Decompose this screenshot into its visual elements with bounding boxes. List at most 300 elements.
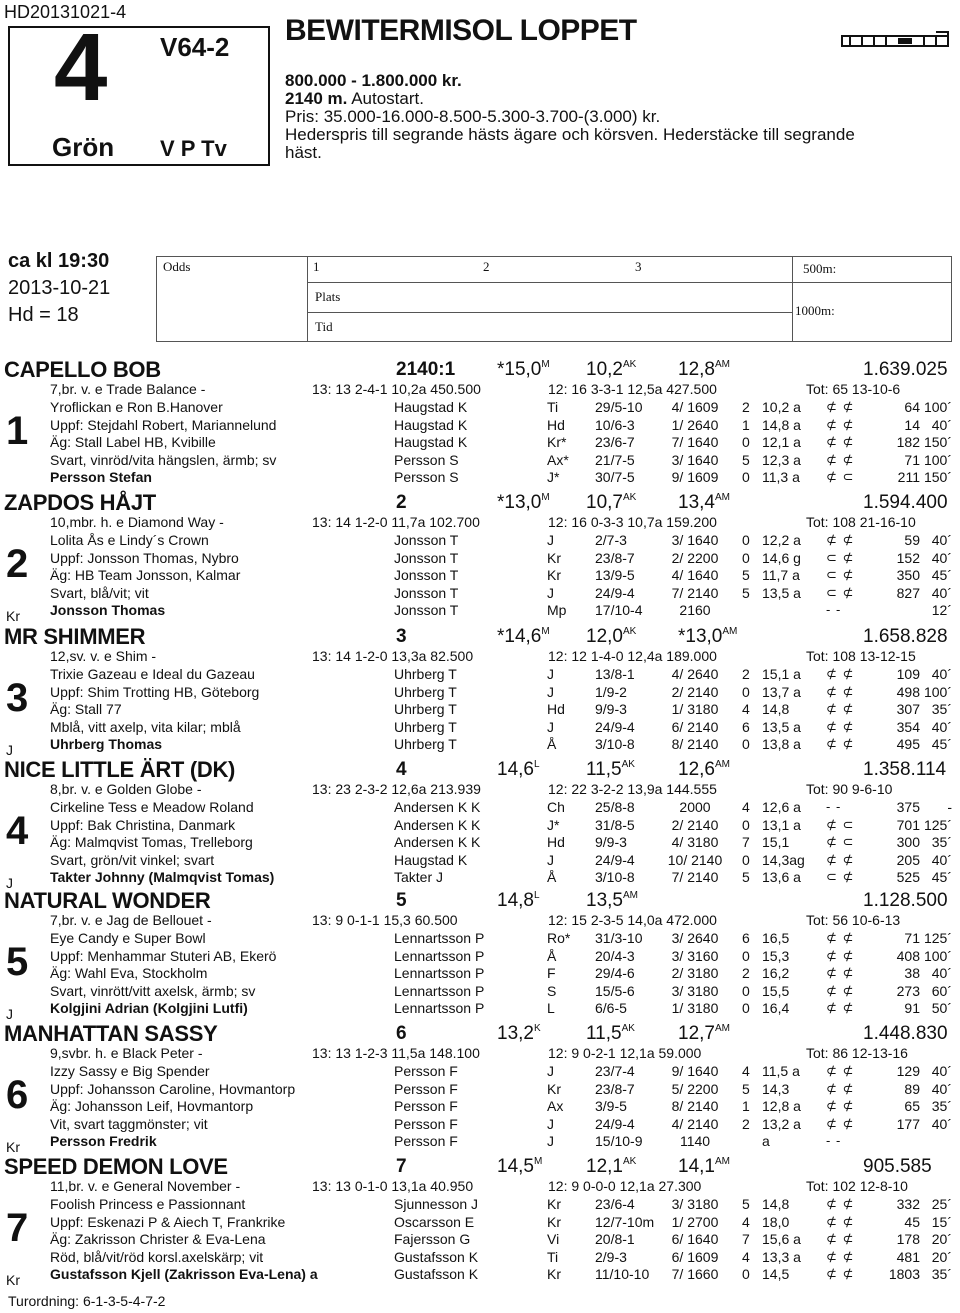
race-line-cell: Uppf: Menhammar Stuteri AB, Ekerö [50,947,277,964]
race-line-cell: 14,8 a [762,416,801,433]
race-line-cell: 40´ [931,549,952,566]
race-line-cell: 13,1 a [762,816,801,833]
race-line-cell: a [762,1133,770,1150]
race-line-cell: Persson F [394,1098,458,1115]
race-line-cell: 5 [742,584,750,601]
race-line-cell: 0 [742,1000,750,1017]
race-line-cell: J [547,718,554,735]
race-line-cell: 40´ [931,1063,952,1079]
race-line-cell: 6/ 2140 [671,718,719,735]
race-line-cell: 129 [896,1063,920,1079]
race-line-cell: ⊄ ⊄ [826,683,855,699]
earnings: 1.358.114 [863,759,947,780]
race-line-cell: Äg: Zakrisson Christer & Eva-Lena [50,1231,266,1248]
record-value: 14,6 [497,759,534,780]
race-line-cell: 3/ 3180 [671,1196,719,1212]
record-value: 14,5 [497,1156,534,1177]
race-line-cell: 1 [742,1098,750,1115]
race-line-cell: 9/ 1640 [671,1063,719,1079]
stats-2012: 12: 9 0-2-1 12,1a 59.000 [548,1045,702,1061]
start-time: ca kl 19:30 [8,250,110,272]
record-3 [678,759,730,781]
race-line-cell: Ro* [547,930,571,946]
race-line-cell: 14,3ag [762,851,805,868]
earnings: 1.658.828 [863,626,948,647]
race-line-cell: Jonsson T [394,549,459,566]
race-line-cell: 6/ 1640 [671,1231,719,1248]
race-line-cell: Foolish Princess e Passionnant [50,1196,246,1212]
race-line-cell: J [547,584,554,601]
record-suffix: M [533,1156,543,1167]
race-line-cell: J [547,1133,554,1150]
record-value: 11,5 [586,759,622,780]
prize-list: Pris: 35.000-16.000-8.500-5.300-3.700-(3.000) kr. [285,107,661,126]
race-line-cell: ⊄ ⊄ [826,399,855,414]
stats-2012: 12: 16 3-3-1 12,5a 427.500 [548,381,717,397]
race-line-cell: ⊄ ⊄ [826,736,855,752]
driver-prefix: J [6,742,13,758]
race-line-cell: ⊄ ⊄ [826,701,855,717]
horse-name: SPEED DEMON LOVE [4,1154,228,1179]
race-line-cell: 40´ [931,584,952,601]
earnings: 1.594.400 [863,492,948,513]
race-line-cell: Svart, vinrött/vitt axelsk, ärmb; sv [50,982,256,999]
race-line-cell: 3/ 3160 [671,947,719,964]
race-line-cell: Kolgjini Adrian (Kolgjini Lutfi) [50,1000,248,1017]
race-line-cell: ⊄ ⊄ [826,965,855,981]
race-line-cell: J [547,1115,554,1132]
grid-divider [307,257,308,341]
record-suffix: L [533,759,540,770]
race-line-cell: ⊄ ⊄ [826,1196,855,1211]
race-line-cell: ⊄ ⊄ [826,1063,855,1078]
race-line-cell: 2/7-3 [595,532,627,548]
record-1 [497,492,550,514]
race-line-cell: 23/7-4 [595,1063,635,1079]
race-line-cell: 13/8-1 [595,666,635,682]
race-line-cell: 2/ 2140 [671,683,719,700]
stats-2012: 12: 12 1-4-0 12,4a 189.000 [548,648,717,664]
race-line-cell: 4 [742,1213,750,1230]
stats-2012: 12: 9 0-0-0 12,1a 27.300 [548,1178,702,1194]
race-line-cell: Ti [547,399,559,415]
grid-odds-label: Odds [163,259,191,274]
race-line-cell: 12,6 a [762,799,801,815]
race-line-cell: Å [547,736,557,753]
race-line-cell: Uppf: Shim Trotting HB, Göteborg [50,683,260,700]
record-suffix: M [541,359,550,370]
race-line-cell: 273 [896,982,920,999]
race-line-cell: 9/9-3 [595,701,627,718]
race-line-cell: 38 [904,965,920,982]
race-line-cell: Svart, vinröd/vita hängslen, ärmb; sv [50,451,277,468]
grid-1000m-label: 1000m: [795,303,835,318]
race-line-cell: 14,3 [762,1080,790,1097]
race-line-cell: 91 [904,1000,920,1017]
driver-prefix: J [6,1006,13,1022]
race-line-cell: 20/8-1 [595,1231,635,1248]
grid-col-1: 1 [313,259,320,274]
race-line-cell: 11,5 a [762,1063,800,1079]
race-line-cell: 100´ [923,947,952,964]
race-line-cell: Fajersson G [394,1231,471,1248]
race-line-cell: Andersen K K [394,834,481,851]
race-line-cell: 4/ 2140 [671,1115,719,1132]
race-line-cell: 0 [742,469,750,486]
hd-value: Hd = 18 [8,304,79,326]
race-line-cell: 23/8-7 [595,1080,635,1097]
race-line-cell: 71 [904,930,920,946]
honor-text-2: häst. [285,143,322,162]
race-line-cell: 29/5-10 [595,399,643,415]
race-line-cell: 9/9-3 [595,834,627,851]
race-line-cell: Hd [547,834,565,851]
race-line-cell: ⊄ ⊄ [826,532,855,547]
horse-number: 4 [6,809,29,853]
race-line-cell: 59 [904,532,920,548]
record-value: 13,4 [678,492,715,513]
race-line-cell: 4 [742,701,750,718]
race-line-cell: 40´ [931,1080,952,1097]
race-line-cell: ⊄ ⊂ [826,469,855,485]
race-line-cell: 18,0 [762,1213,790,1230]
record-value: 14,1 [678,1156,715,1177]
race-line-cell: 15,5 [762,982,790,999]
race-line-cell: 211 [897,469,920,486]
race-line-cell: 7 [742,1231,750,1248]
race-line-cell: 40´ [931,666,952,682]
race-line-cell: 0 [742,851,750,868]
race-line-cell: Lennartsson P [394,982,485,999]
race-line-cell: ⊄ ⊄ [826,947,855,963]
race-line-cell: ⊄ ⊄ [826,416,855,432]
race-line-cell: ⊄ ⊂ [826,834,855,850]
race-line-cell: 150´ [923,434,952,451]
race-line-cell: 23/6-7 [595,434,635,451]
post-position: 2 [396,492,407,513]
race-line-cell: 0 [742,1266,750,1283]
horse-number: 7 [6,1206,29,1250]
grid-col-2: 2 [483,259,490,274]
record-value: 10,7 [586,492,623,513]
start-date: 2013-10-21 [8,277,111,299]
horse-number: 3 [6,676,29,720]
record-2 [586,492,636,514]
race-line-cell: 182 [896,434,920,451]
race-line-cell: 7 [742,834,750,851]
record-1 [497,359,550,381]
horse-pedigree: 7,br. v. e Jag de Bellouet - [50,912,212,928]
race-line-cell: 0 [742,434,750,451]
record-3 [678,626,737,648]
race-line-cell: 14,8 [762,1196,790,1212]
race-line-cell: 300 [896,834,920,851]
race-line-cell: 30/7-5 [595,469,635,486]
stats-total: Tot: 108 13-12-15 [806,648,916,664]
race-line-cell: 2/ 3180 [671,965,719,982]
record-suffix: AK [621,1023,635,1034]
race-line-cell: 3/ 2640 [671,930,719,946]
race-line-cell: Kr* [547,434,567,451]
race-line-cell: Takter J [394,869,444,886]
race-line-cell: 40´ [931,718,952,735]
race-line-cell: Jonsson T [394,584,459,601]
race-line-cell: 5 [742,567,750,584]
stats-2013: 13: 13 2-4-1 10,2a 450.500 [312,381,481,397]
race-line-cell: Persson Fredrik [50,1133,157,1150]
race-line-cell: - - [826,602,842,618]
race-info [285,72,855,162]
record-suffix: AK [622,359,637,370]
race-line-cell: L [547,1000,555,1017]
race-line-cell: 178 [896,1231,920,1248]
race-line-cell: ⊄ ⊄ [826,1000,855,1016]
race-line-cell: 4 [742,799,750,815]
race-line-cell: 15,6 a [762,1231,801,1248]
race-line-cell: Ti [547,1248,559,1265]
race-line-cell: 5/ 2200 [671,1080,719,1097]
record-value: 13,2 [497,1023,534,1044]
race-line-cell: 45´ [931,869,952,886]
race-line-cell: 177 [896,1115,920,1132]
grid-tid-label: Tid [315,319,333,334]
record-suffix: AM [714,1156,730,1167]
race-line-cell: 14,8 [762,701,790,718]
race-line-cell: 4 [742,1248,750,1265]
race-line-cell: 7/ 1640 [671,434,719,451]
race-line-cell: 13,6 a [762,869,801,886]
race-line-cell: 60´ [931,982,952,999]
race-line-cell: 17/10-4 [595,602,643,619]
race-line-cell: Izzy Sassy e Big Spender [50,1063,210,1079]
horse-number: 5 [6,940,29,984]
record-3 [678,1156,730,1178]
record-1 [497,626,550,648]
race-line-cell: 15,1 [762,834,790,851]
post-position: 3 [396,626,407,647]
race-line-cell: 24/9-4 [595,584,635,601]
race-line-cell: 4/ 2640 [671,666,719,682]
race-line-cell: 525 [896,869,920,886]
race-line-cell: 375 [896,799,920,815]
earnings: 905.585 [863,1156,932,1177]
race-line-cell: 15,1 a [762,666,801,682]
race-line-cell: 65 [904,1098,920,1115]
race-line-cell: 1/ 3180 [671,701,719,718]
distance: 2140 m. [285,89,348,108]
race-line-cell: 5 [742,451,750,468]
race-line-cell: 40´ [931,416,952,433]
race-line-cell: Jonsson T [394,532,459,548]
race-line-cell: Äg: Stall 77 [50,701,122,718]
race-line-cell: Trixie Gazeau e Ideal du Gazeau [50,666,255,682]
stats-2013: 13: 14 1-2-0 13,3a 82.500 [312,648,474,664]
race-line-cell: 307 [896,701,920,718]
race-line-cell: 21/7-5 [595,451,635,468]
record-2 [586,359,636,381]
color-label: Grön [52,132,115,162]
race-line-cell: Mblå, vitt axelp, vita kilar; mblå [50,718,241,735]
race-line-cell: ⊄ ⊄ [826,1115,855,1131]
race-line-cell: Jonsson Thomas [50,602,166,619]
race-line-cell: Uhrberg T [394,718,457,735]
race-line-cell: 35´ [931,1098,952,1115]
race-line-cell: Gustafsson K [394,1248,479,1265]
race-line-cell: 2/ 2140 [671,816,719,833]
race-line-cell: 100´ [923,399,952,415]
race-line-cell: ⊄ ⊄ [826,1098,855,1114]
race-line-cell: ⊄ ⊄ [826,666,855,681]
race-line-cell: 10,2 a [762,399,801,415]
race-line-cell: 109 [896,666,920,682]
race-line-cell: Haugstad K [394,399,468,415]
race-line-cell: Andersen K K [394,799,481,815]
race-line-cell: ⊄ ⊄ [826,1231,855,1247]
race-line-cell: 205 [896,851,920,868]
record-suffix: AK [622,492,637,503]
race-line-cell: 5 [742,869,750,886]
record-suffix: AM [714,759,730,770]
horse-name: NICE LITTLE ÄRT (DK) [4,757,236,782]
horse-number: 6 [6,1073,29,1117]
race-line-cell: 31/3-10 [595,930,643,946]
race-line-cell: 4 [742,1063,750,1079]
race-line-cell: ⊄ ⊄ [826,1248,855,1264]
race-line-cell: Kr [547,1080,561,1097]
race-line-cell: ⊄ ⊂ [826,816,855,832]
race-line-cell: 20´ [931,1231,952,1248]
race-line-cell: Jonsson T [394,567,459,584]
race-line-cell: 20/4-3 [595,947,635,964]
stats-total: Tot: 108 21-16-10 [806,514,916,530]
race-line-cell: Gustafsson Kjell (Zakrisson Eva-Lena) a [50,1266,318,1283]
race-line-cell: 13,5 a [762,584,801,601]
race-line-cell: 14 [904,416,920,433]
grid-col-3: 3 [635,259,642,274]
race-line-cell: Mp [547,602,567,619]
record-value: 12,1 [586,1156,623,1177]
race-line-cell: Haugstad K [394,416,468,433]
record-suffix: M [541,626,550,637]
stats-total: Tot: 86 12-13-16 [806,1045,908,1061]
race-line-cell: Hd [547,701,565,718]
stats-total: Tot: 90 9-6-10 [806,781,893,797]
record-value: 11,5 [586,1023,622,1044]
race-line-cell: Ax [547,1098,564,1115]
race-line-cell: 408 [896,947,920,964]
race-line-cell: 40´ [931,965,952,982]
race-line-cell: 2 [742,1115,750,1132]
earnings: 1.448.830 [863,1023,948,1044]
race-line-cell: Ax* [547,451,569,468]
race-line-cell: Kr [547,1196,561,1212]
grid-plats-label: Plats [315,289,341,304]
race-line-cell: Uppf: Stejdahl Robert, Mariannelund [50,416,277,433]
race-line-cell: 24/9-4 [595,1115,635,1132]
race-line-cell: 40´ [931,1115,952,1132]
record-value: 12,8 [678,359,715,380]
record-3 [678,359,730,381]
race-line-cell: 3/10-8 [595,736,635,753]
grid-divider [307,312,792,313]
horse-pedigree: 12,sv. v. e Shim - [50,648,157,664]
race-line-cell: 8/ 2140 [671,736,719,753]
record-suffix: AM [714,359,730,370]
race-line-cell: 31/8-5 [595,816,635,833]
race-line-cell: Uppf: Johansson Caroline, Hovmantorp [50,1080,296,1097]
race-line-cell: 24/9-4 [595,718,635,735]
race-line-cell: 45´ [931,736,952,753]
race-line-cell: Oscarsson E [394,1213,475,1230]
stats-2012: 12: 15 2-3-5 14,0a 472.000 [548,912,717,928]
race-line-cell: J* [547,816,560,833]
record-2 [586,626,636,648]
race-number-box [8,14,270,166]
race-title: BEWITERMISOL LOPPET [285,14,637,47]
horse-pedigree: 7,br. v. e Trade Balance - [50,381,206,397]
race-line-cell: 150´ [923,469,952,486]
race-line-cell: J [547,683,554,700]
race-line-cell: 481 [896,1248,920,1265]
record-value: *13,0 [497,492,542,513]
record-suffix: K [533,1023,541,1034]
stats-2013: 13: 13 0-1-0 13,1a 40.950 [312,1178,474,1194]
race-line-cell: 23/8-7 [595,549,635,566]
race-line-cell: 15/10-9 [595,1133,643,1150]
sulky-trot-icon [840,30,952,54]
race-line-cell: 9/ 1609 [671,469,719,486]
driver-prefix: J [6,875,13,891]
document-id: HD20131021-4 [4,2,127,22]
record-1 [497,1023,541,1045]
race-line-cell: J [547,851,554,868]
earnings: 1.639.025 [863,359,948,380]
distance-line [285,90,855,108]
stats-2013: 13: 9 0-1-1 15,3 60.500 [312,912,458,928]
record-value: *14,6 [497,626,542,647]
race-line-cell: 1803 [888,1266,920,1283]
race-line-cell: 0 [742,947,750,964]
race-line-cell: 0 [742,549,750,566]
race-line-cell: Äg: HB Team Jonsson, Kalmar [50,567,241,584]
race-line-cell: 8/ 2140 [671,1098,719,1115]
record-3 [678,492,730,514]
race-line-cell: 0 [742,816,750,833]
race-line-cell: S [547,982,557,999]
grid-divider [792,257,793,341]
race-line-cell: 45 [904,1213,920,1230]
horse-pedigree: 10,mbr. h. e Diamond Way - [50,514,224,530]
race-line-cell: 0 [742,532,750,548]
race-line-cell: 2/ 2200 [671,549,719,566]
race-line-cell: 50´ [931,1000,952,1017]
race-line-cell: 24/9-4 [595,851,635,868]
record-suffix: AM [622,890,638,901]
race-line-cell: 1/ 2700 [671,1213,719,1230]
race-line-cell: 6 [742,930,750,946]
race-line-cell: Äg: Johansson Leif, Hovmantorp [50,1098,254,1115]
race-line-cell: Persson S [394,469,459,486]
race-line-cell: Å [547,947,557,964]
record-1 [497,890,540,912]
race-line-cell: Uhrberg T [394,666,457,682]
race-line-cell: 4/ 1609 [671,399,719,415]
race-line-cell: J* [547,469,560,486]
post-position: 5 [396,890,407,911]
start-order: Turordning: 6-1-3-5-4-7-2 [8,1293,166,1309]
race-line-cell: 354 [896,718,920,735]
race-line-cell: Lolita Ås e Lindy´s Crown [50,532,209,548]
